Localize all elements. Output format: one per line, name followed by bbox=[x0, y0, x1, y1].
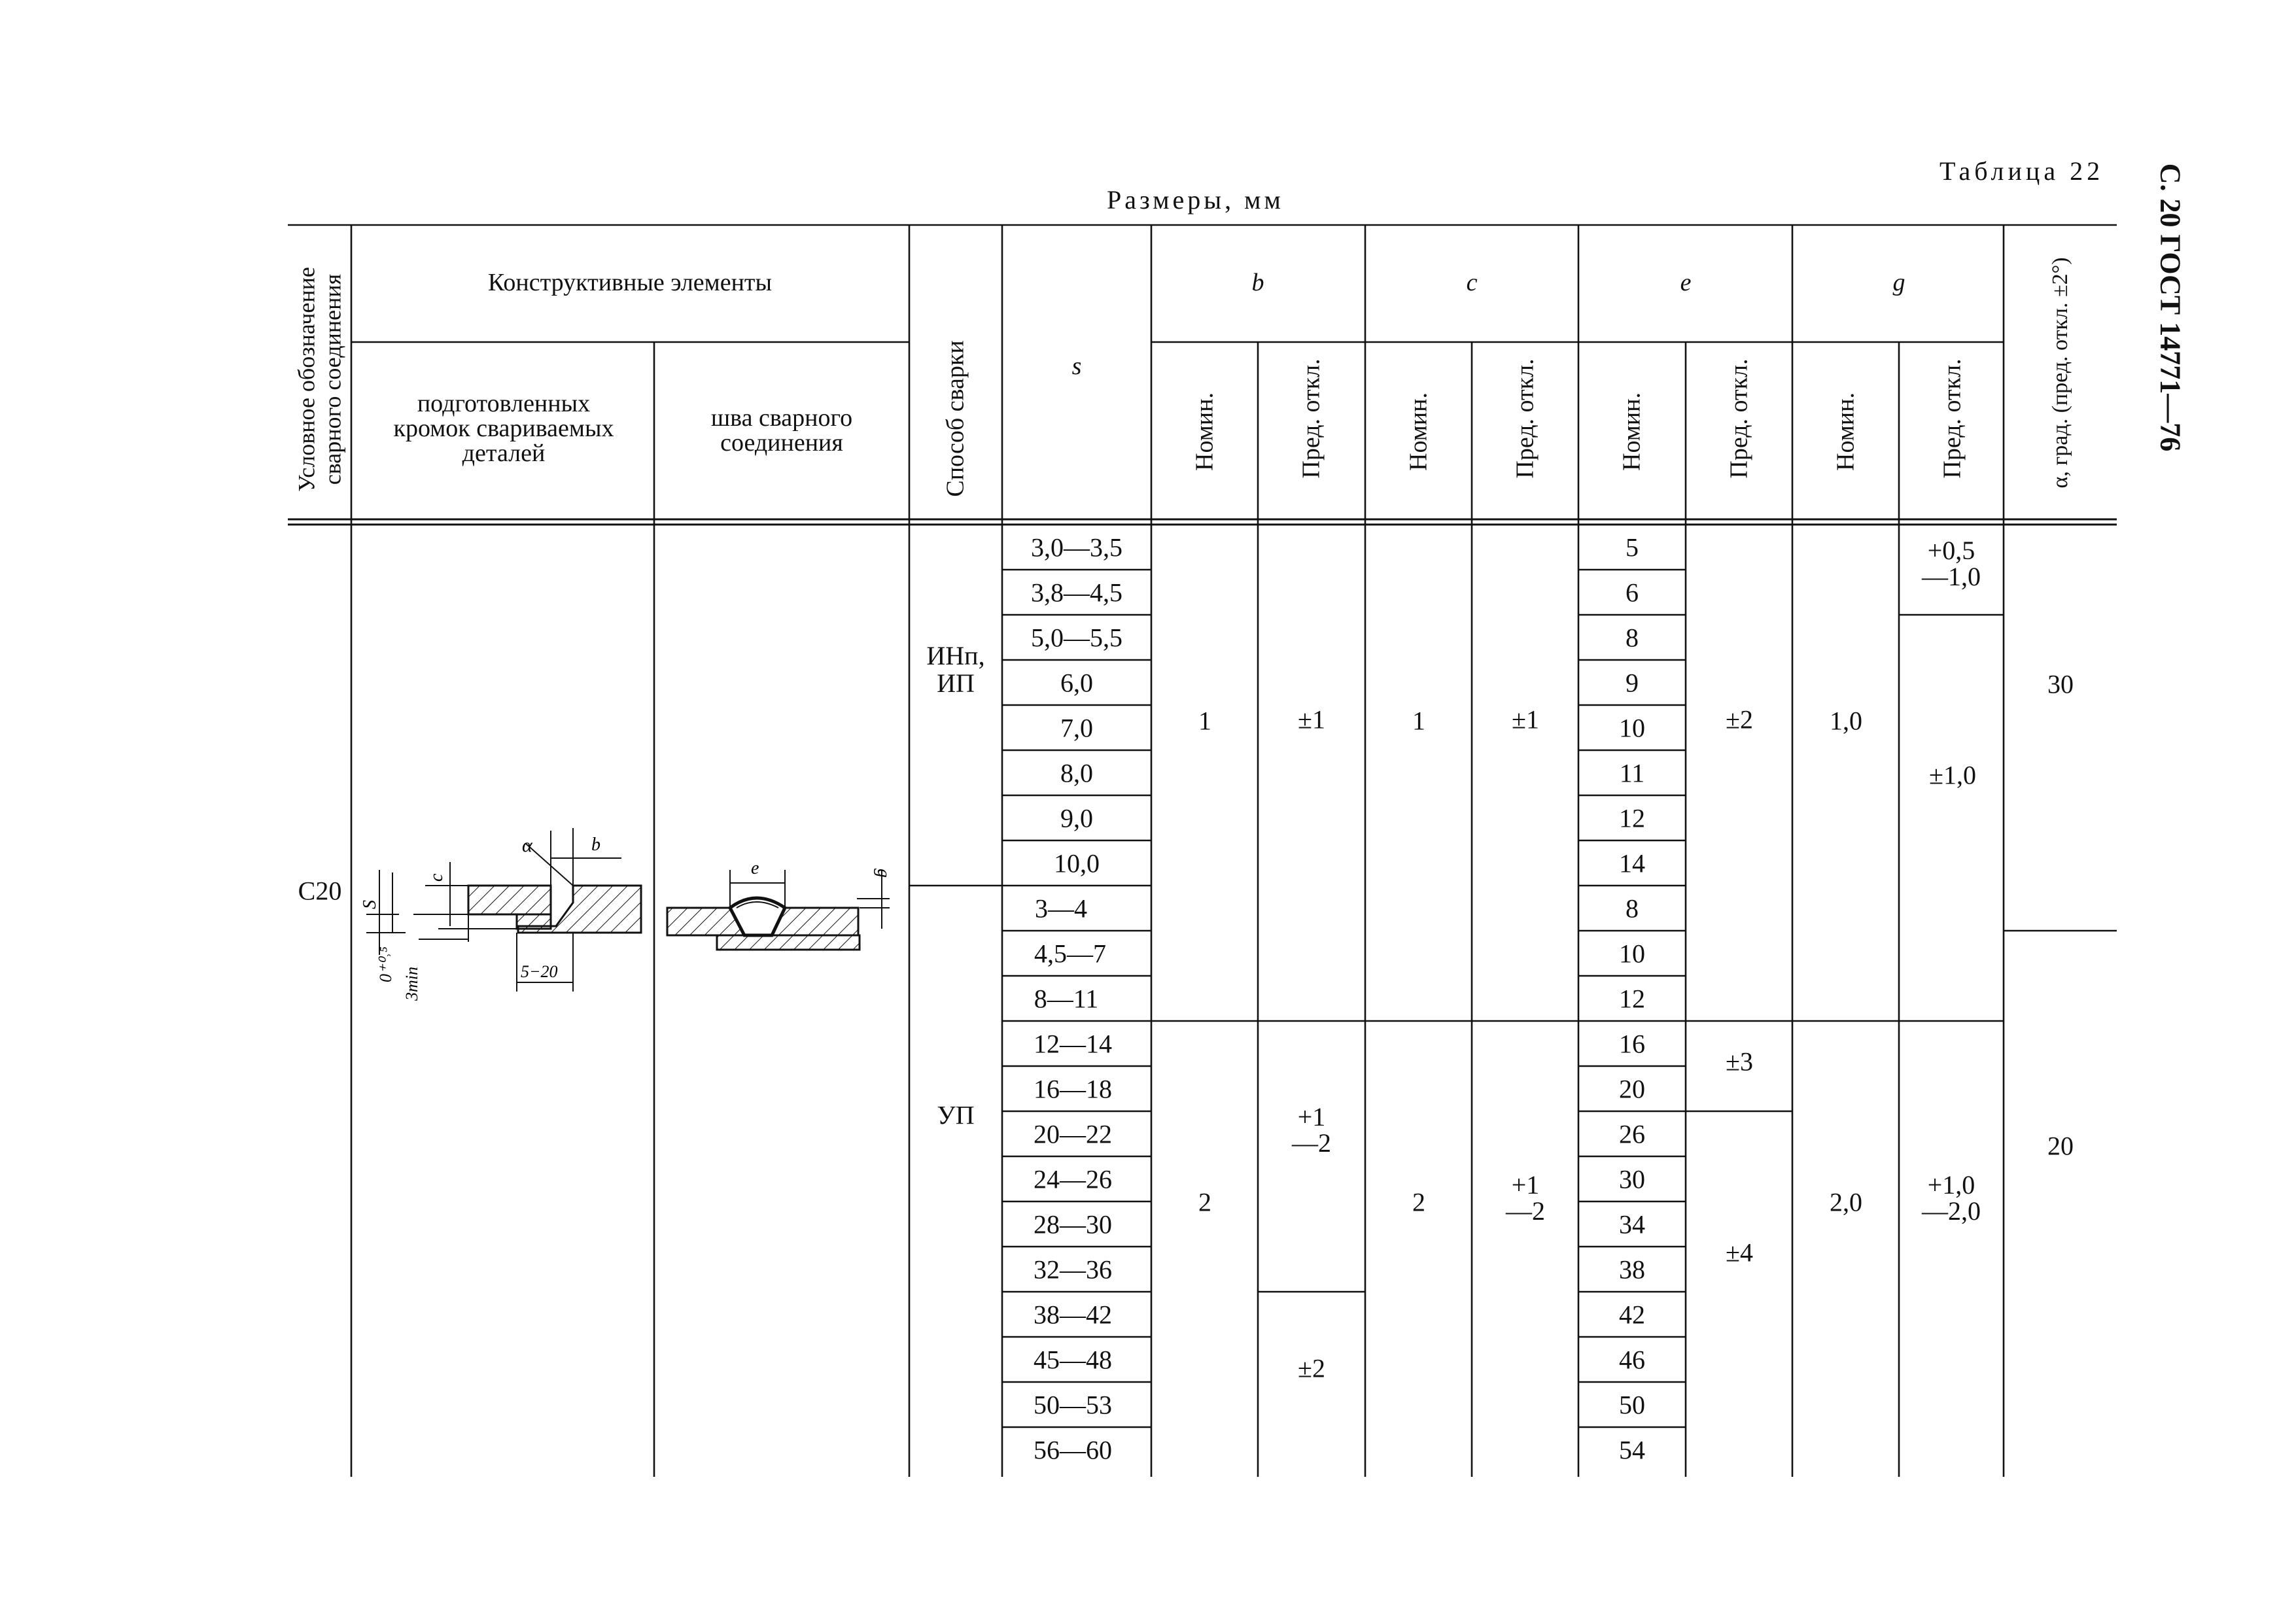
e-nom-value: 10 bbox=[1619, 713, 1645, 743]
svg-text:3min: 3min bbox=[402, 967, 421, 1001]
e-nom-value: 12 bbox=[1619, 803, 1645, 833]
s-value: 45—48 bbox=[1034, 1345, 1112, 1375]
header-designation: Условное обозначение сварного соединения bbox=[293, 267, 346, 492]
c-nom-1: 1 bbox=[1412, 706, 1425, 736]
e-nom-value: 11 bbox=[1619, 758, 1645, 788]
header-e-tol: Пред. откл. bbox=[1725, 358, 1753, 479]
e-tol-2: ±3 bbox=[1726, 1046, 1753, 1077]
s-value: 24—26 bbox=[1034, 1164, 1112, 1194]
e-nom-value: 10 bbox=[1619, 939, 1645, 969]
s-value: 8,0 bbox=[1060, 758, 1093, 788]
b-tol-1: ±1 bbox=[1298, 704, 1325, 734]
g-tol-1: +0,5 —1,0 bbox=[1922, 536, 1981, 591]
e-nom-value: 16 bbox=[1619, 1029, 1645, 1059]
header-e: e bbox=[1680, 269, 1692, 296]
header-b-tol: Пред. откл. bbox=[1297, 358, 1325, 479]
header-method: Способ сварки bbox=[941, 340, 969, 497]
table-label: Таблица 22 bbox=[1939, 156, 2104, 186]
e-nom-value: 8 bbox=[1626, 893, 1639, 924]
s-value: 3,8—4,5 bbox=[1031, 578, 1122, 608]
prepared-edges-drawing bbox=[353, 804, 654, 1014]
e-nom-value: 38 bbox=[1619, 1254, 1645, 1285]
alpha-2: 20 bbox=[2047, 1131, 2074, 1161]
header-weld-seam: шва сварного соединения bbox=[710, 404, 853, 457]
header-g-nom: Номин. bbox=[1832, 392, 1860, 471]
header-constructive: Конструктивные элементы bbox=[487, 269, 773, 296]
b-nom-2: 2 bbox=[1198, 1187, 1211, 1217]
s-value: 6,0 bbox=[1060, 668, 1093, 698]
s-value: 32—36 bbox=[1034, 1254, 1112, 1285]
e-tol-1: ±2 bbox=[1726, 704, 1753, 734]
g-tol-2: ±1,0 bbox=[1929, 760, 1976, 790]
method-2: УП bbox=[937, 1100, 975, 1130]
e-nom-value: 30 bbox=[1619, 1164, 1645, 1194]
svg-text:g: g bbox=[873, 869, 894, 878]
svg-text:c: c bbox=[426, 873, 447, 882]
e-nom-value: 14 bbox=[1619, 848, 1645, 878]
e-nom-value: 50 bbox=[1619, 1390, 1645, 1420]
units-label: Размеры, мм bbox=[1107, 185, 1284, 215]
e-nom-value: 8 bbox=[1626, 623, 1639, 653]
s-value: 10,0 bbox=[1054, 848, 1100, 878]
g-nom-1: 1,0 bbox=[1830, 706, 1862, 736]
s-value: 28—30 bbox=[1034, 1209, 1112, 1239]
s-value: 4,5—7 bbox=[1034, 939, 1106, 969]
svg-text:b: b bbox=[591, 835, 600, 855]
header-alpha: α, град. (пред. откл. ±2°) bbox=[2047, 257, 2072, 489]
header-c-nom: Номин. bbox=[1404, 392, 1433, 471]
designation-value: С20 bbox=[298, 876, 342, 906]
s-value: 12—14 bbox=[1034, 1029, 1112, 1059]
svg-text:0⁺⁰˒⁵: 0⁺⁰˒⁵ bbox=[376, 946, 395, 982]
header-b: b bbox=[1251, 269, 1264, 296]
e-nom-value: 42 bbox=[1619, 1300, 1645, 1330]
c-tol-2: +1 —2 bbox=[1506, 1170, 1545, 1226]
b-tol-2: +1 —2 bbox=[1292, 1102, 1331, 1158]
s-value: 7,0 bbox=[1060, 713, 1093, 743]
e-nom-value: 12 bbox=[1619, 984, 1645, 1014]
svg-text:5−20: 5−20 bbox=[521, 962, 558, 981]
header-g-tol: Пред. откл. bbox=[1938, 358, 1966, 479]
method-1: ИНп, ИП bbox=[926, 641, 985, 698]
header-b-nom: Номин. bbox=[1191, 392, 1219, 471]
s-value: 20—22 bbox=[1034, 1119, 1112, 1149]
s-value: 3,0—3,5 bbox=[1031, 532, 1122, 562]
svg-text:α: α bbox=[522, 835, 532, 856]
c-nom-2: 2 bbox=[1412, 1187, 1425, 1217]
e-nom-value: 46 bbox=[1619, 1345, 1645, 1375]
g-nom-2: 2,0 bbox=[1830, 1187, 1862, 1217]
s-value: 38—42 bbox=[1034, 1300, 1112, 1330]
s-value: 16—18 bbox=[1034, 1074, 1112, 1104]
e-nom-value: 54 bbox=[1619, 1435, 1645, 1465]
s-value: 56—60 bbox=[1034, 1435, 1112, 1465]
svg-text:S: S bbox=[360, 900, 380, 909]
e-nom-value: 9 bbox=[1626, 668, 1639, 698]
s-value: 3—4 bbox=[1035, 893, 1087, 924]
g-tol-3: +1,0 —2,0 bbox=[1922, 1170, 1981, 1226]
b-tol-3: ±2 bbox=[1298, 1353, 1325, 1383]
s-value: 5,0—5,5 bbox=[1031, 623, 1122, 653]
side-header: С. 20 ГОСТ 14771—76 bbox=[2154, 163, 2187, 452]
header-c-tol: Пред. откл. bbox=[1511, 358, 1539, 479]
c-tol-1: ±1 bbox=[1512, 704, 1539, 734]
e-tol-3: ±4 bbox=[1726, 1237, 1753, 1268]
s-value: 8—11 bbox=[1034, 984, 1099, 1014]
header-c: c bbox=[1466, 269, 1478, 296]
header-e-nom: Номин. bbox=[1618, 392, 1646, 471]
e-nom-value: 34 bbox=[1619, 1209, 1645, 1239]
b-nom-1: 1 bbox=[1198, 706, 1211, 736]
s-value: 9,0 bbox=[1060, 803, 1093, 833]
header-g: g bbox=[1892, 269, 1905, 296]
s-value: 50—53 bbox=[1034, 1390, 1112, 1420]
weld-seam-drawing bbox=[661, 831, 903, 961]
svg-text:e: e bbox=[751, 858, 759, 878]
e-nom-value: 20 bbox=[1619, 1074, 1645, 1104]
header-prepared-edges: подготовленных кромок свариваемых деталей bbox=[393, 390, 614, 467]
e-nom-value: 5 bbox=[1626, 532, 1639, 562]
e-nom-value: 6 bbox=[1626, 578, 1639, 608]
e-nom-value: 26 bbox=[1619, 1119, 1645, 1149]
alpha-1: 30 bbox=[2047, 669, 2074, 699]
header-s: s bbox=[1071, 353, 1082, 380]
